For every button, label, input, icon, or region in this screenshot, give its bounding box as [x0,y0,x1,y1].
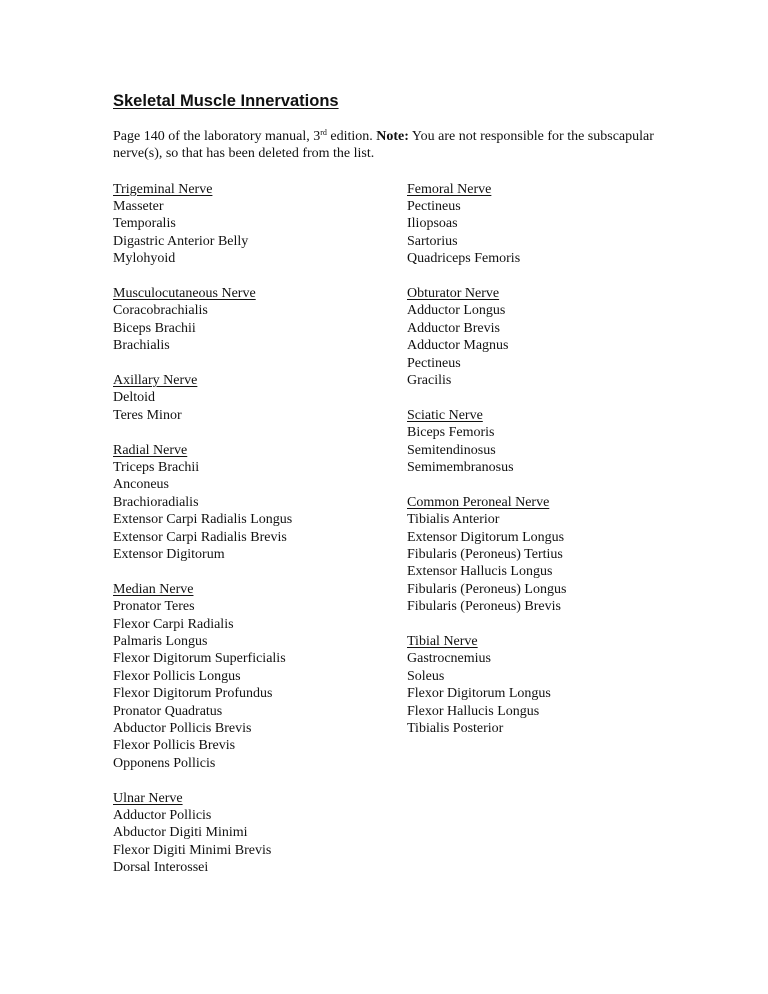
nerve-heading: Median Nerve [113,581,194,597]
muscle-item: Pronator Quadratus [113,703,223,719]
muscle-item: Extensor Hallucis Longus [407,564,553,580]
muscle-item: Flexor Digitorum Profundus [113,686,273,702]
nerve-heading: Trigeminal Nerve [113,181,213,197]
nerve-group-obturator-nerve [407,285,687,389]
nerve-heading: Femoral Nerve [407,181,492,197]
muscle-item: Sartorius [407,233,458,249]
muscle-item: Mylohyoid [113,251,176,267]
muscle-item: Abductor Digiti Minimi [113,825,248,841]
muscle-list [113,459,393,563]
muscle-item: Quadriceps Femoris [407,251,521,267]
nerve-heading: Common Peroneal Nerve [407,494,550,510]
muscle-item: Brachialis [113,338,170,354]
intro-text-part3: You are not responsible for the subscapular nerve(s), so that has been deleted from the list. [113,129,654,162]
edition-superscript: rd [320,128,327,137]
intro-text-part1: Page 140 of the laboratory manual, 3 [113,129,321,144]
muscle-item: Tibialis Posterior [407,721,504,737]
muscle-item: Anconeus [113,477,169,493]
muscle-list [113,198,393,268]
nerve-group-radial-nerve [113,442,393,564]
muscle-item: Extensor Digitorum [113,546,225,562]
muscle-item: Fibularis (Peroneus) Tertius [407,546,563,562]
nerve-group-trigeminal-nerve [113,181,393,268]
muscle-item: Coracobrachialis [113,303,208,319]
muscle-item: Extensor Digitorum Longus [407,529,565,545]
nerve-heading: Sciatic Nerve [407,407,483,423]
intro-text-part2: edition. [326,129,377,144]
nerve-group-ulnar-nerve [113,790,393,877]
nerve-heading: Ulnar Nerve [113,790,183,806]
muscle-item: Flexor Carpi Radialis [113,616,234,632]
nerve-group-femoral-nerve [407,181,687,268]
muscle-list [113,302,393,354]
nerve-group-common-peroneal-nerve [407,494,687,616]
muscle-item: Biceps Brachii [113,320,196,336]
muscle-item: Temporalis [113,216,176,232]
intro-paragraph [113,128,673,163]
muscle-list [407,511,687,615]
muscle-item: Pectineus [407,355,461,371]
muscle-item: Fibularis (Peroneus) Longus [407,581,567,597]
muscle-item: Biceps Femoris [407,425,495,441]
muscle-list [407,198,687,268]
nerve-heading: Obturator Nerve [407,285,500,301]
muscle-item: Brachioradialis [113,494,199,510]
muscle-item: Semitendinosus [407,442,496,458]
muscle-item: Flexor Digiti Minimi Brevis [113,842,272,858]
muscle-item: Extensor Carpi Radialis Longus [113,512,293,528]
nerve-group-musculocutaneous-nerve [113,285,393,355]
muscle-item: Opponens Pollicis [113,755,216,771]
page-title: Skeletal Muscle Innervations [113,92,339,110]
muscle-item: Deltoid [113,390,155,406]
muscle-item: Pectineus [407,198,461,214]
muscle-item: Adductor Pollicis [113,808,212,824]
muscle-item: Masseter [113,198,164,214]
muscle-item: Tibialis Anterior [407,512,500,528]
muscle-item: Flexor Hallucis Longus [407,703,540,719]
nerve-heading: Tibial Nerve [407,634,478,649]
muscle-item: Fibularis (Peroneus) Brevis [407,599,561,615]
nerve-group-tibial-nerve [407,633,687,737]
muscle-list [113,389,393,424]
muscle-list [113,807,393,877]
muscle-list [407,302,687,389]
muscle-item: Dorsal Interossei [113,860,209,876]
muscle-item: Abductor Pollicis Brevis [113,721,252,737]
muscle-item: Flexor Digitorum Superficialis [113,651,286,667]
muscle-item: Flexor Digitorum Longus [407,686,551,702]
muscle-item: Adductor Longus [407,303,506,319]
muscle-item: Gracilis [407,372,452,388]
muscle-item: Semimembranosus [407,459,514,475]
muscle-item: Adductor Brevis [407,320,500,336]
muscle-item: Flexor Pollicis Longus [113,668,241,684]
muscle-item: Palmaris Longus [113,634,208,649]
left-column [113,181,393,895]
muscle-item: Flexor Pollicis Brevis [113,738,236,754]
muscle-list [407,424,687,476]
nerve-heading: Radial Nerve [113,442,188,458]
note-label: Note: [376,129,409,144]
right-column [407,181,687,755]
muscle-item: Teres Minor [113,407,182,423]
muscle-item: Digastric Anterior Belly [113,233,249,249]
nerve-heading: Musculocutaneous Nerve [113,285,256,301]
nerve-group-median-nerve [113,581,393,772]
muscle-list [113,598,393,772]
muscle-item: Iliopsoas [407,216,458,232]
nerve-heading: Axillary Nerve [113,372,198,388]
muscle-item: Triceps Brachii [113,459,200,475]
muscle-item: Extensor Carpi Radialis Brevis [113,529,287,545]
nerve-group-axillary-nerve [113,372,393,424]
muscle-item: Soleus [407,668,445,684]
muscle-item: Gastrocnemius [407,651,491,667]
nerve-group-sciatic-nerve [407,407,687,477]
muscle-item: Adductor Magnus [407,338,509,354]
muscle-item: Pronator Teres [113,599,195,615]
muscle-list [407,650,687,737]
